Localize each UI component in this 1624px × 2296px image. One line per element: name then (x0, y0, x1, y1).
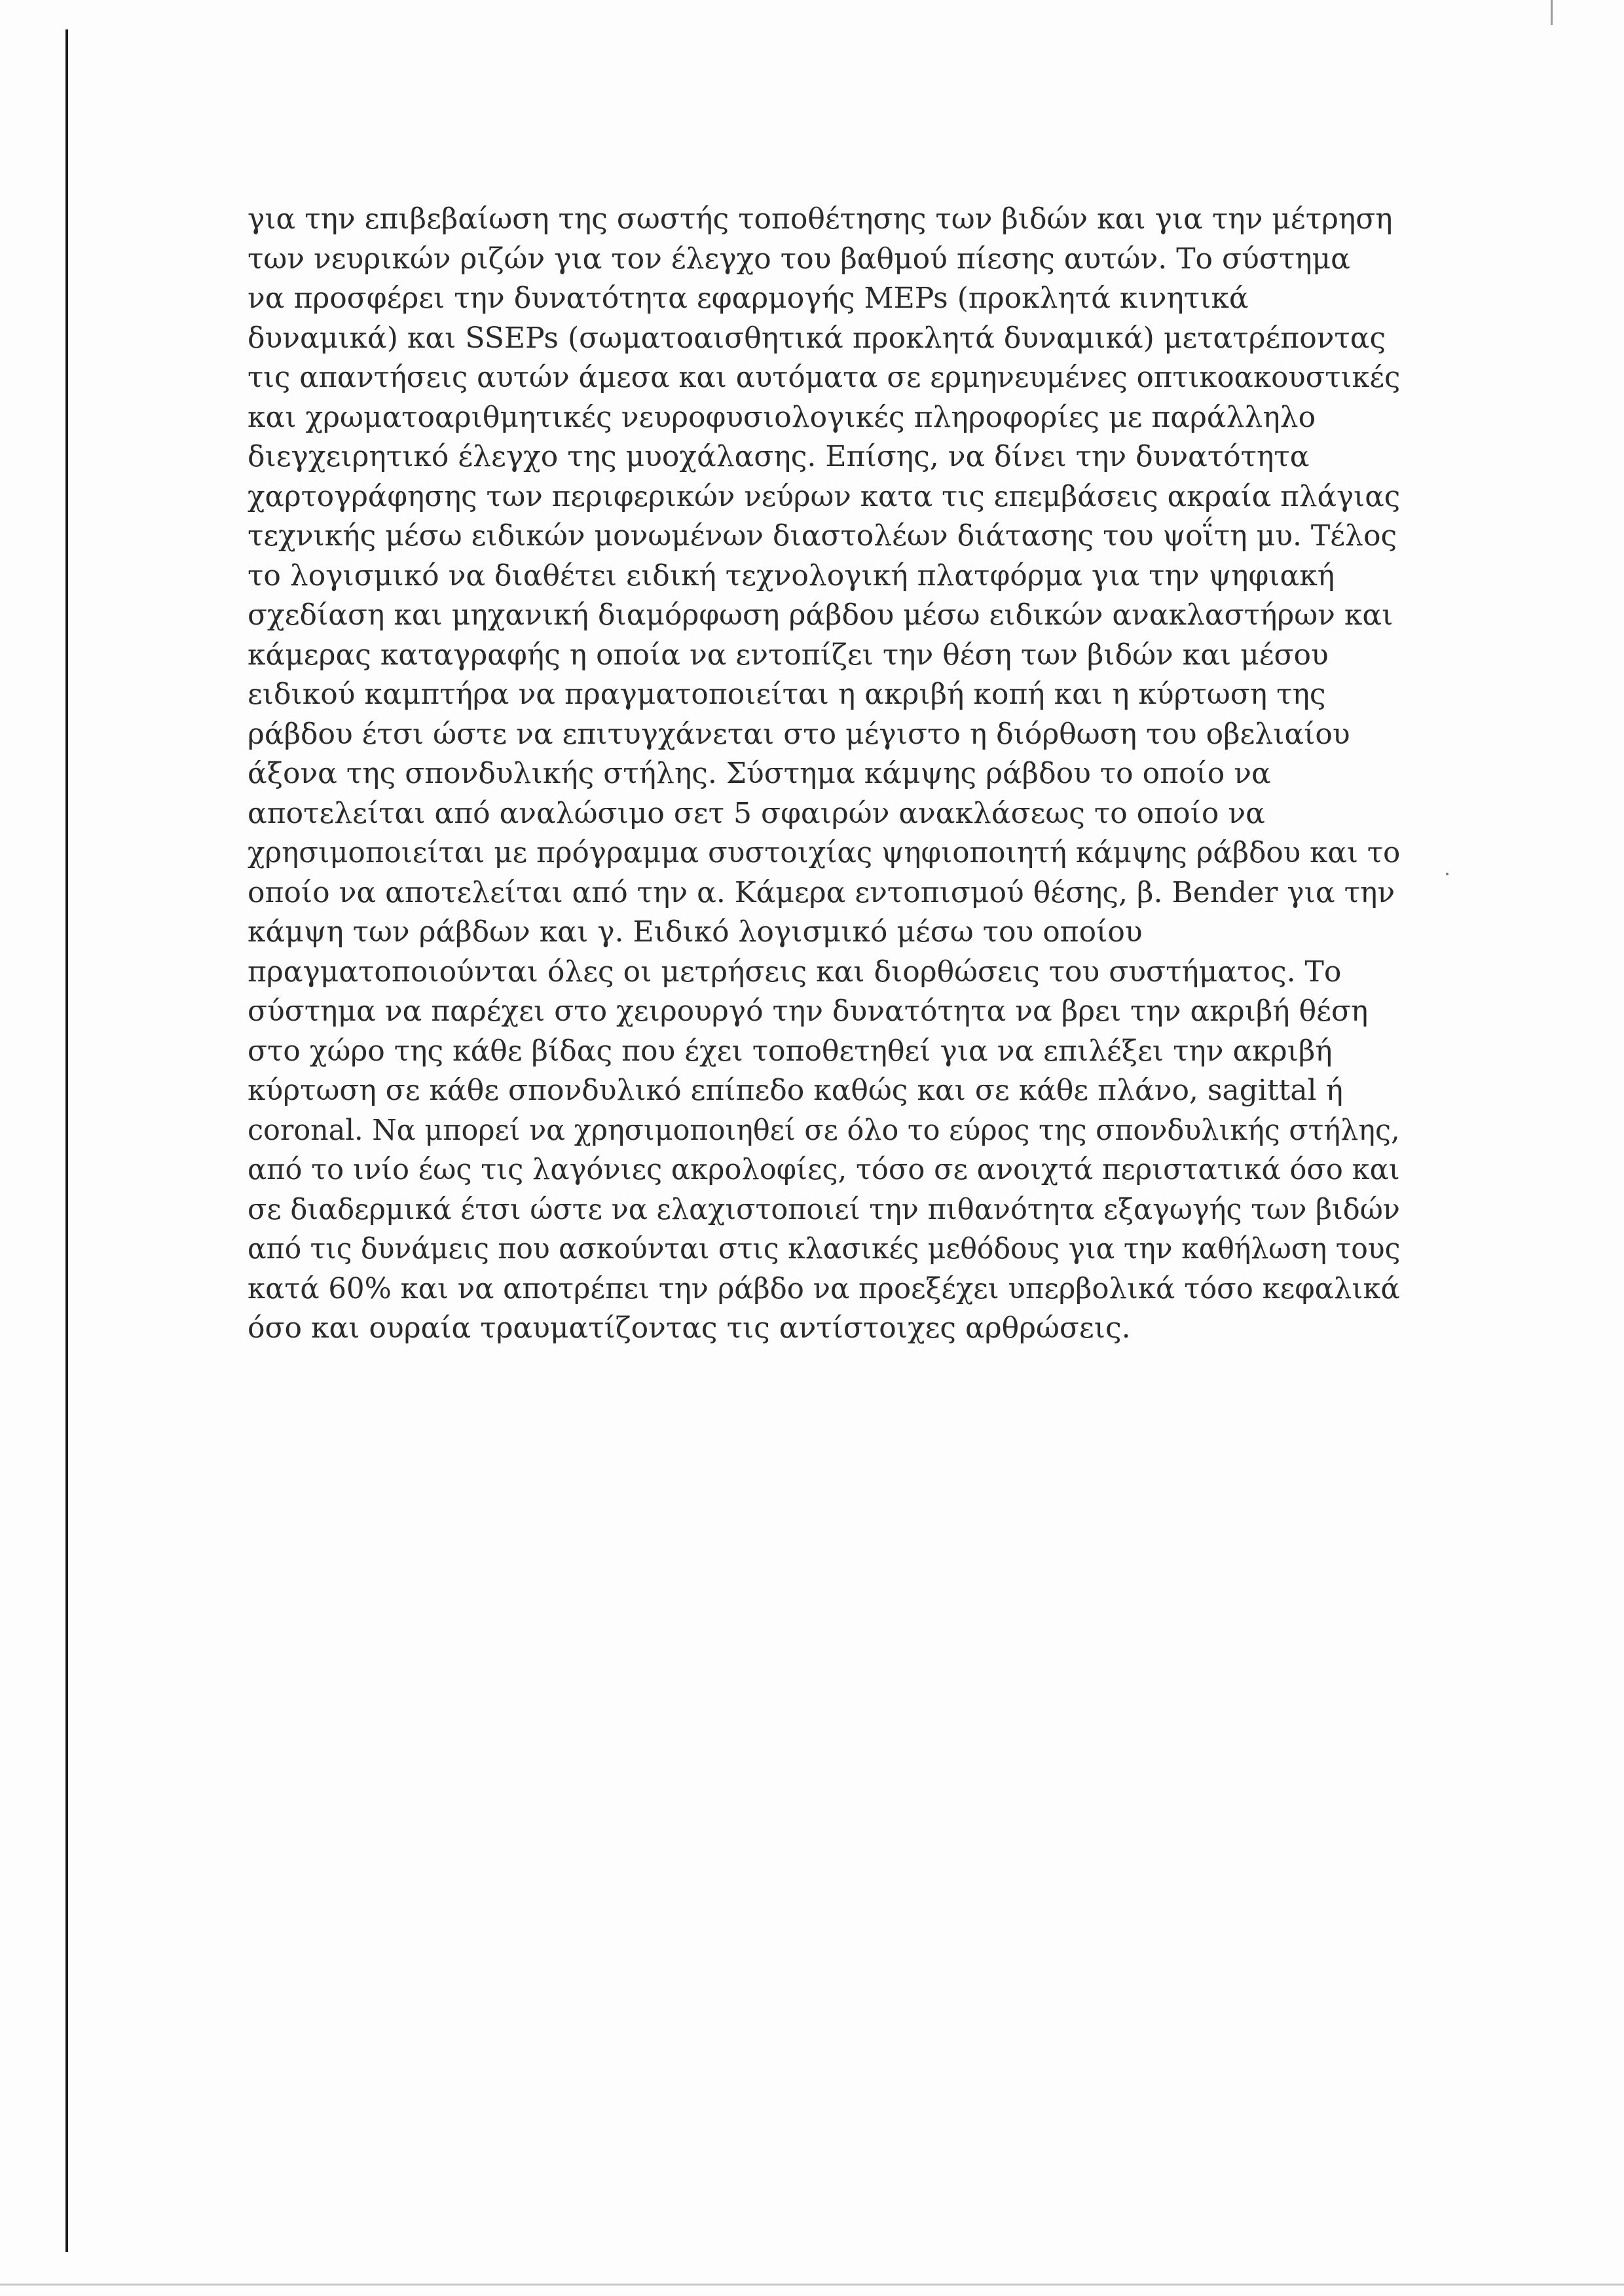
text-line: να προσφέρει την δυνατότητα εφαρμογής MEPs (προκλητά κινητικά (248, 282, 1249, 315)
scan-speck (1446, 873, 1449, 875)
text-line: κύρτωση σε κάθε σπονδυλικό επίπεδο καθώς και σε κάθε πλάνο, sagittal ή (248, 1074, 1343, 1107)
text-line: ράβδου έτσι ώστε να επιτυγχάνεται στο μέγιστο η διόρθωση του οβελιαίου (248, 717, 1350, 751)
text-line: το λογισμικό να διαθέτει ειδική τεχνολογική πλατφόρμα για την ψηφιακή (248, 558, 1335, 592)
text-line: άξονα της σπονδυλικής στήλης. Σύστημα κάμψης ράβδου το οποίο να (248, 757, 1271, 790)
text-line: από τις δυνάμεις που ασκούνται στις κλασικές μεθόδους για την καθήλωση τους (248, 1232, 1401, 1266)
scan-bottom-edge (0, 2284, 1624, 2286)
text-line: κατά 60% και να αποτρέπει την ράβδο να προεξέχει υπερβολικά τόσο κεφαλικά (248, 1271, 1400, 1305)
text-line: σε διαδερμικά έτσι ώστε να ελαχιστοποιεί την πιθανότητα εξαγωγής των βιδών (248, 1192, 1400, 1226)
text-line: για την επιβεβαίωση της σωστής τοποθέτησης των βιδών και για την μέτρηση (248, 202, 1393, 236)
text-line: των νευρικών ριζών για τον έλεγχο του βαθμού πίεσης αυτών. Το σύστημα (248, 242, 1350, 276)
text-line: ειδικού καμπτήρα να πραγματοποιείται η ακριβή κοπή και η κύρτωση της (248, 678, 1326, 711)
text-line: κάμερας καταγραφής η οποία να εντοπίζει την θέση των βιδών και μέσου (248, 638, 1329, 672)
text-line: όσο και ουραία τραυματίζοντας τις αντίστοιχες αρθρώσεις. (248, 1311, 1131, 1345)
text-line: αποτελείται από αναλώσιμο σετ 5 σφαιρών ανακλάσεως το οποίο να (248, 796, 1265, 830)
body-paragraph (248, 200, 1400, 1349)
scan-corner-mark (1551, 0, 1553, 25)
text-line: στο χώρο της κάθε βίδας που έχει τοποθετηθεί για να επιλέξει την ακριβή (248, 1034, 1333, 1068)
text-line: coronal. Να μπορεί να χρησιμοποιηθεί σε όλο το εύρος της σπονδυλικής στήλης, (248, 1113, 1400, 1147)
text-line: τεχνικής μέσω ειδικών μονωμένων διαστολέων διάτασης του ψοΐτη μυ. Τέλος (248, 519, 1397, 553)
text-line: χρησιμοποιείται με πρόγραμμα συστοιχίας ψηφιοποιητή κάμψης ράβδου και το (248, 836, 1401, 869)
text-line: οποίο να αποτελείται από την α. Κάμερα εντοπισμού θέσης, β. Bender για την (248, 875, 1395, 909)
text-line: τις απαντήσεις αυτών άμεσα και αυτόματα σε ερμηνευμένες οπτικοακουστικές (248, 361, 1401, 394)
text-line: δυναμικά) και SSEPs (σωματοαισθητικά προκλητά δυναμικά) μετατρέποντας (248, 321, 1386, 355)
scan-margin-line (65, 29, 68, 2252)
text-line: χαρτογράφησης των περιφερικών νεύρων κατα τις επεμβάσεις ακραία πλάγιας (248, 479, 1401, 513)
text-line: από το ινίο έως τις λαγόνιες ακρολοφίες, τόσο σε ανοιχτά περιστατικά όσο και (248, 1153, 1400, 1186)
text-line: κάμψη των ράβδων και γ. Ειδικό λογισμικό μέσω του οποίου (248, 915, 1143, 949)
text-line: πραγματοποιούνται όλες οι μετρήσεις και διορθώσεις του συστήματος. Το (248, 955, 1342, 989)
text-line: σχεδίαση και μηχανική διαμόρφωση ράβδου μέσω ειδικών ανακλαστήρων και (248, 598, 1393, 632)
text-line: σύστημα να παρέχει στο χειρουργό την δυνατότητα να βρει την ακριβή θέση (248, 994, 1369, 1028)
text-line: διεγχειρητικό έλεγχο της μυοχάλασης. Επίσης, να δίνει την δυνατότητα (248, 440, 1310, 473)
text-line: και χρωματοαριθμητικές νευροφυσιολογικές πληροφορίες με παράλληλο (248, 400, 1316, 434)
